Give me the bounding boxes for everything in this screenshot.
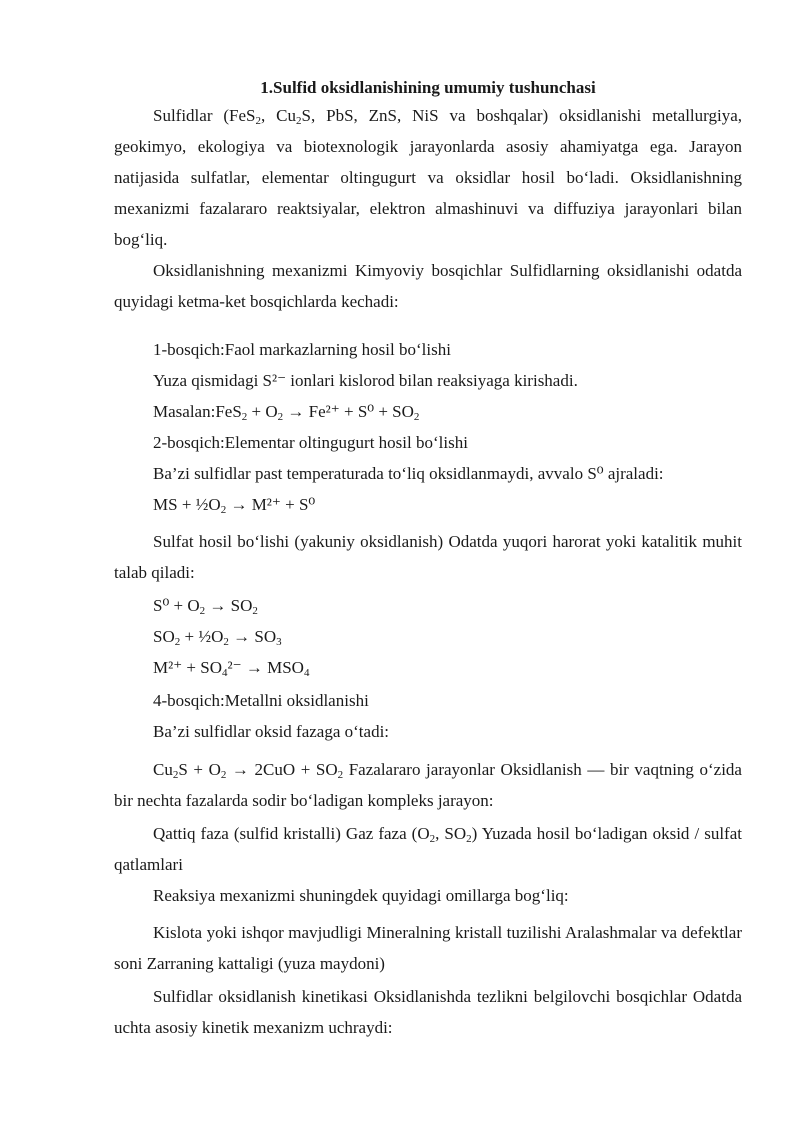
equation-mso4: $M^{2+} + SO_4^{2-} \to MSO_4$ [153,658,310,679]
line-stage-2: 2-bosqich:Elementar oltingugurt hosil bo‘lishi [153,433,468,452]
paragraph-cu2s: $Cu_2S + O_2 \to 2CuO + SO_2$ Fazalararo jarayonlar Oksidlanish — bir vaqtning o‘zida bir nechta fazalarda sodir bo‘ladigan kompleks jarayon: [114,760,742,810]
paragraph-mechanism: Oksidlanishning mexanizmi Kimyoviy bosqichlar Sulfidlarning oksidlanishi odatda quyidagi ketma-ket bosqichlarda kechadi: [114,261,742,311]
paragraph-factors-list: Kislota yoki ishqor mavjudligi Mineralning kristall tuzilishi Aralashmalar va defektlar soni Zarraning kattaligi (yuza maydoni) [114,923,742,973]
equation-ms: MS + $\frac{1}{2}O_2 \to M^{2+} + S^0$ [153,495,316,516]
paragraph-intro: Sulfidlar (FeS$_2$, $Cu_2S$, PbS, ZnS, NiS va boshqalar) oksidlanishi metallurgiya, geokimyo, ekologiya va biotexnologik jarayonlarda asosiy ahamiyatga ega. Jarayon natijasida sulfatlar, elementar oltingugurt va oksidlar hosil bo‘ladi. Oksidlanishning mexanizmi fazalararo reaktsiyalar, elektron almashinuvi va diffuziya jarayonlari bilan bog‘liq. [114,106,743,249]
equation-so2: $SO_2$ + $\frac{1}{2}O_2 \to SO_3$ [153,627,282,648]
page-title: 1.Sulfid oksidlanishining umumiy tushunchasi [260,78,596,97]
line-factors: Reaksiya mexanizmi shuningdek quyidagi omillarga bog‘liq: [153,886,569,905]
line-low-temperature: Ba’zi sulfidlar past temperaturada to‘liq oksidlanmaydi, avvalo S⁰ ajraladi: [153,464,664,483]
paragraph-kinetics: Sulfidlar oksidlanish kinetikasi Oksidlanishda tezlikni belgilovchi bosqichlar Odatda uchta asosiy kinetik mexanizm uchraydi: [114,987,742,1037]
paragraph-phases: Qattiq faza (sulfid kristalli) Gaz faza ($O_2$, $SO_2$) Yuzada hosil bo‘ladigan oksid / sulfat qatlamlari [114,824,742,874]
paragraph-sulfate: Sulfat hosil bo‘lishi (yakuniy oksidlanish) Odatda yuqori harorat yoki katalitik muhit talab qiladi: [114,532,742,582]
line-surface-ions: Yuza qismidagi S²⁻ ionlari kislorod bilan reaksiyaga kirishadi. [153,371,578,390]
line-oxide-phase: Ba’zi sulfidlar oksid fazaga o‘tadi: [153,722,390,741]
line-stage-1: 1-bosqich:Faol markazlarning hosil bo‘lishi [153,340,451,359]
line-stage-4: 4-bosqich:Metallni oksidlanishi [153,691,369,710]
equation-s0: $S^0 + O_2 \to SO_2$ [153,596,258,617]
equation-fes2: Masalan:FeS$_2$ + $O_2 \to Fe^{2+} + S^0 + SO_2$ [153,402,420,423]
